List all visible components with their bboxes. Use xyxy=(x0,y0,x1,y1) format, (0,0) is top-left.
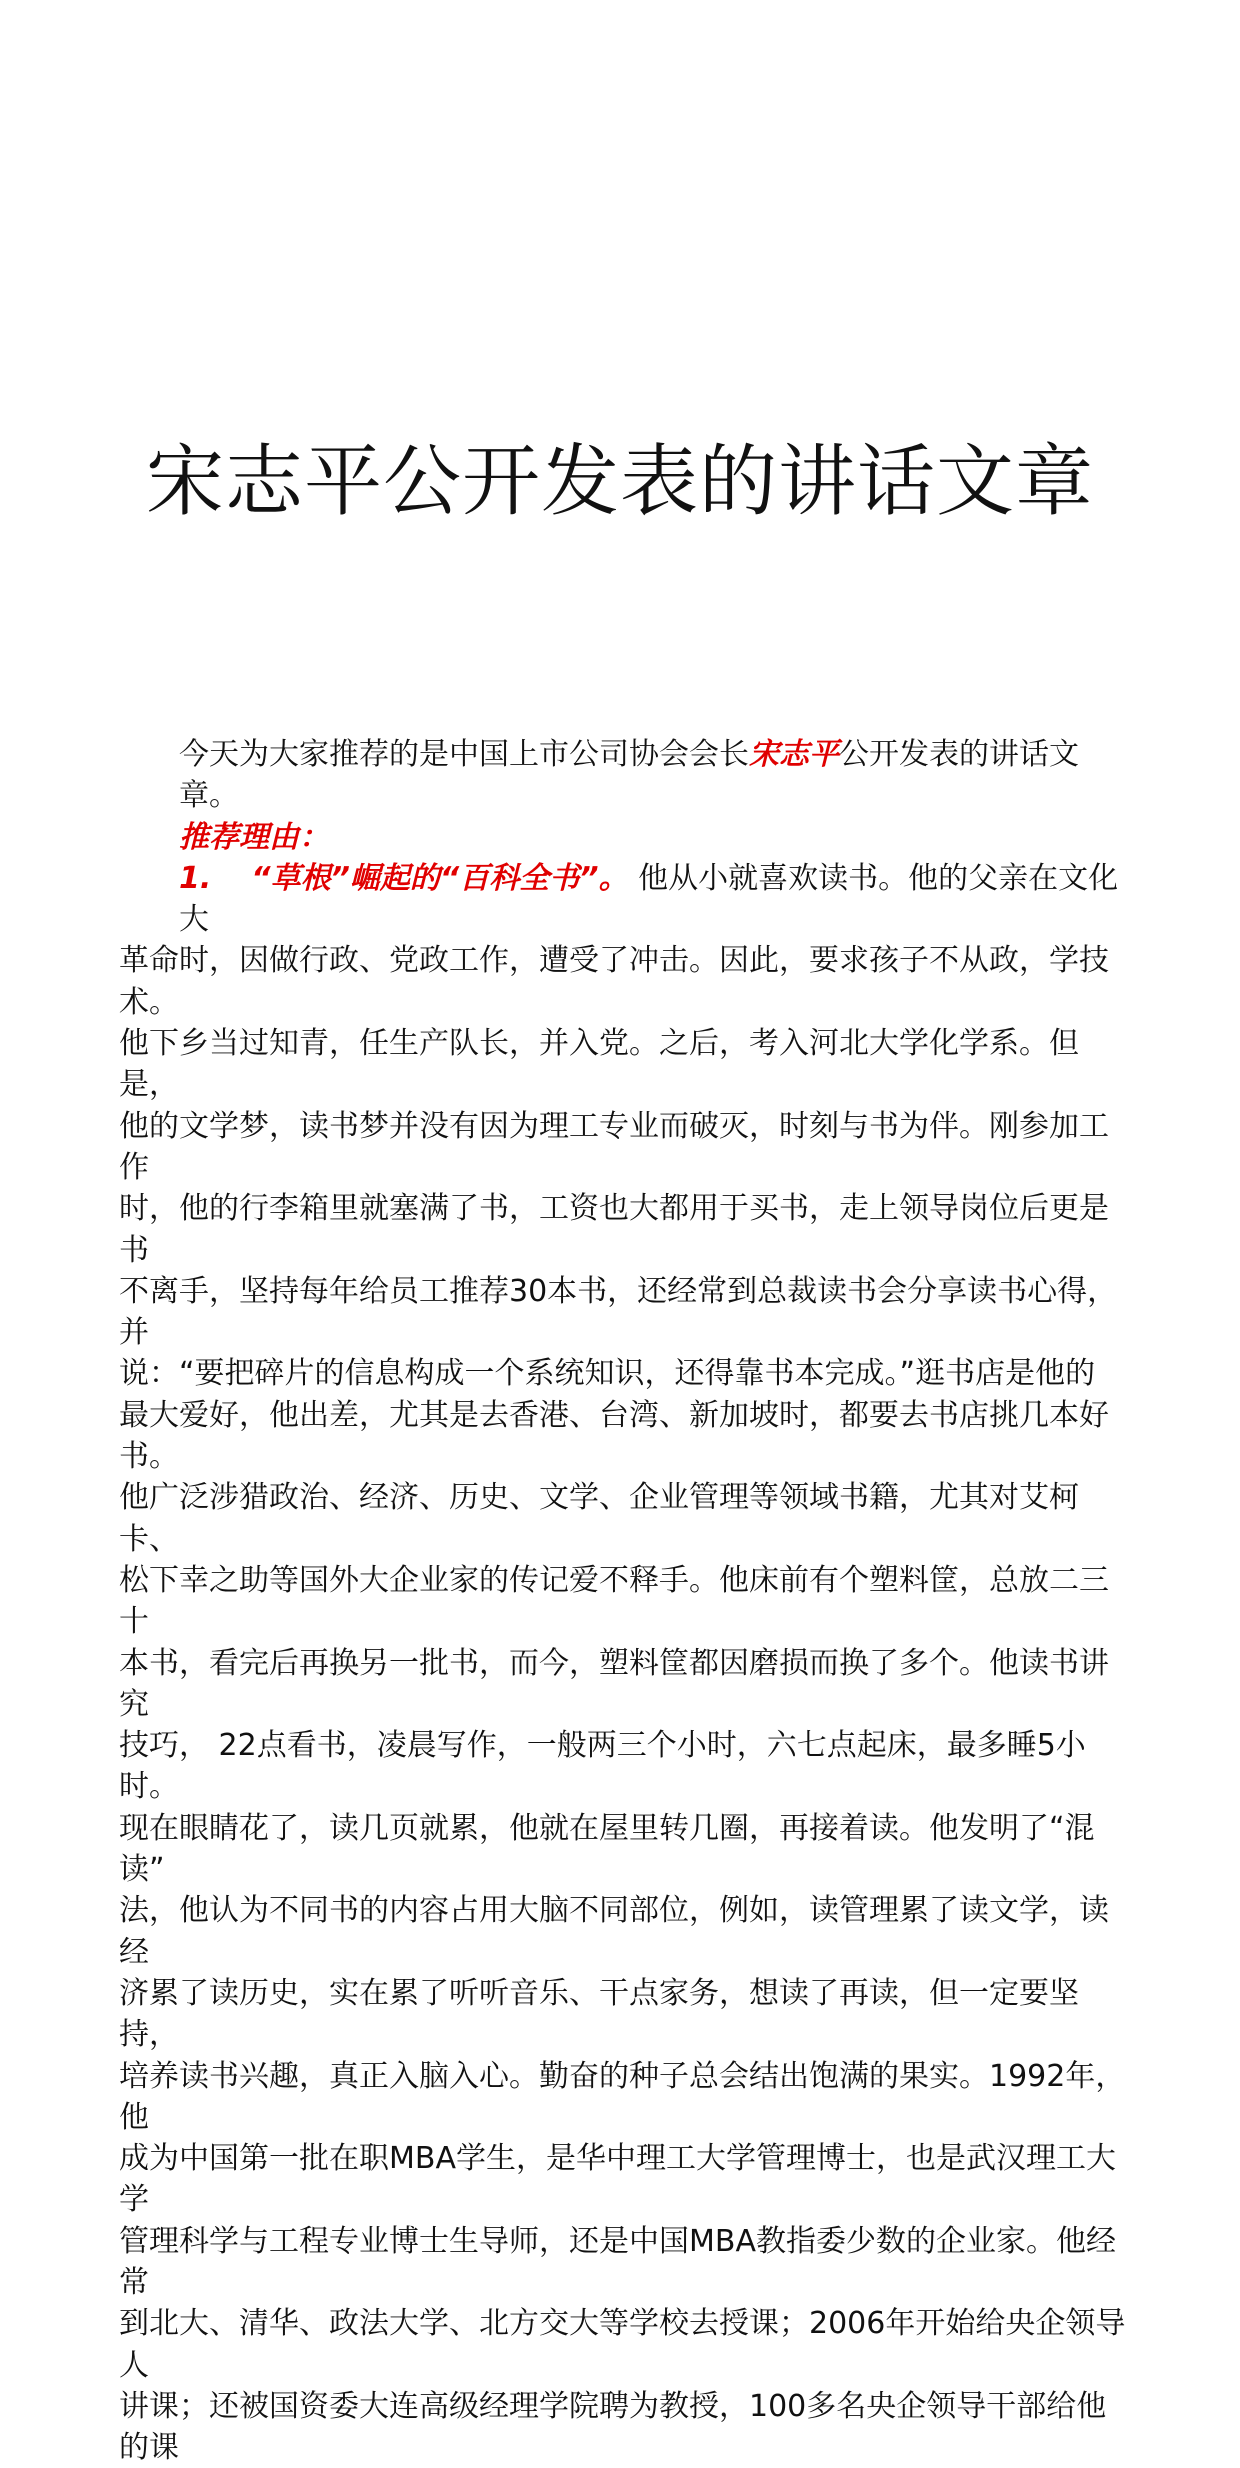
section-1-first-line xyxy=(119,858,1131,941)
body-line: 到北大、清华、政法大学、北方交大等学校去授课；2006年开始给央企领导人 xyxy=(119,2306,1126,2383)
body-line: 本书，看完后再换另一批书，而今，塑料筐都因磨损而换了多个。他读书讲究 xyxy=(119,1645,1109,1722)
section-1-heading: “草根”崛起的“百科全书”。 xyxy=(251,860,629,896)
intro-paragraph xyxy=(119,734,1131,817)
highlighted-name: 宋志平 xyxy=(749,737,839,772)
document-title: 宋志平公开发表的讲话文章 xyxy=(145,437,1094,527)
reason-heading-line xyxy=(119,817,1131,858)
intro-suffix: 公开发表的讲话文章。 xyxy=(179,737,1079,814)
body-line: 时，他的行李箱里就塞满了书，工资也大都用于买书，走上领导岗位后更是书 xyxy=(119,1191,1109,1268)
body-line: 他广泛涉猎政治、经济、历史、文学、企业管理等领域书籍，尤其对艾柯卡、 xyxy=(119,1480,1079,1557)
section-1-body xyxy=(119,940,1131,2468)
body-line: 他下乡当过知青，任生产队长，并入党。之后，考入河北大学化学系。但是， xyxy=(119,1026,1079,1103)
reason-heading: 推荐理由： xyxy=(179,819,329,855)
body-line: 培养读书兴趣，真正入脑入心。勤奋的种子总会结出饱满的果实。1992年，他 xyxy=(119,2058,1126,2135)
body-line: 最大爱好，他出差，尤其是去香港、台湾、新加坡时，都要去书店挑几本好书。 xyxy=(119,1397,1109,1475)
body-line: 说：“要把碎片的信息构成一个系统知识，还得靠书本完成。”逛书店是他的 xyxy=(119,1356,1096,1392)
section-1-number: 1. xyxy=(179,860,212,896)
section-1-first-line-text: 他从小就喜欢读书。他的父亲在文化大 xyxy=(179,860,1119,938)
body-line: 不离手，坚持每年给员工推荐30本书，还经常到总裁读书会分享读书心得，并 xyxy=(119,1273,1118,1351)
body-line: 管理科学与工程专业博士生导师，还是中国MBA教指委少数的企业家。他经常 xyxy=(119,2223,1116,2300)
body-line: 法，他认为不同书的内容占用大脑不同部位，例如，读管理累了读文学，读经 xyxy=(119,1893,1109,1970)
document-body xyxy=(119,734,1131,2468)
body-line: 济累了读历史，实在累了听听音乐、干点家务，想读了再读，但一定要坚持， xyxy=(119,1975,1079,2053)
body-line: 革命时，因做行政、党政工作，遭受了冲击。因此，要求孩子不从政，学技术。 xyxy=(119,943,1109,1020)
intro-prefix: 今天为大家推荐的是中国上市公司协会会长 xyxy=(179,737,749,772)
body-line: 成为中国第一批在职MBA学生，是华中理工大学管理博士，也是武汉理工大学 xyxy=(119,2141,1116,2218)
body-line: 松下幸之助等国外大企业家的传记爱不释手。他床前有个塑料筐，总放二三十 xyxy=(119,1562,1109,1640)
body-line: 技巧， 22点看书，凌晨写作，一般两三个小时，六七点起床，最多睡5小时。 xyxy=(119,1728,1086,1805)
body-line: 现在眼睛花了，读几页就累，他就在屋里转几圈，再接着读。他发明了“混读” xyxy=(119,1810,1095,1888)
body-line: 他的文学梦，读书梦并没有因为理工专业而破灭，时刻与书为伴。刚参加工作 xyxy=(119,1108,1109,1185)
body-line: 讲课；还被国资委大连高级经理学院聘为教授，100多名央企领导干部给他的课 xyxy=(119,2388,1107,2466)
